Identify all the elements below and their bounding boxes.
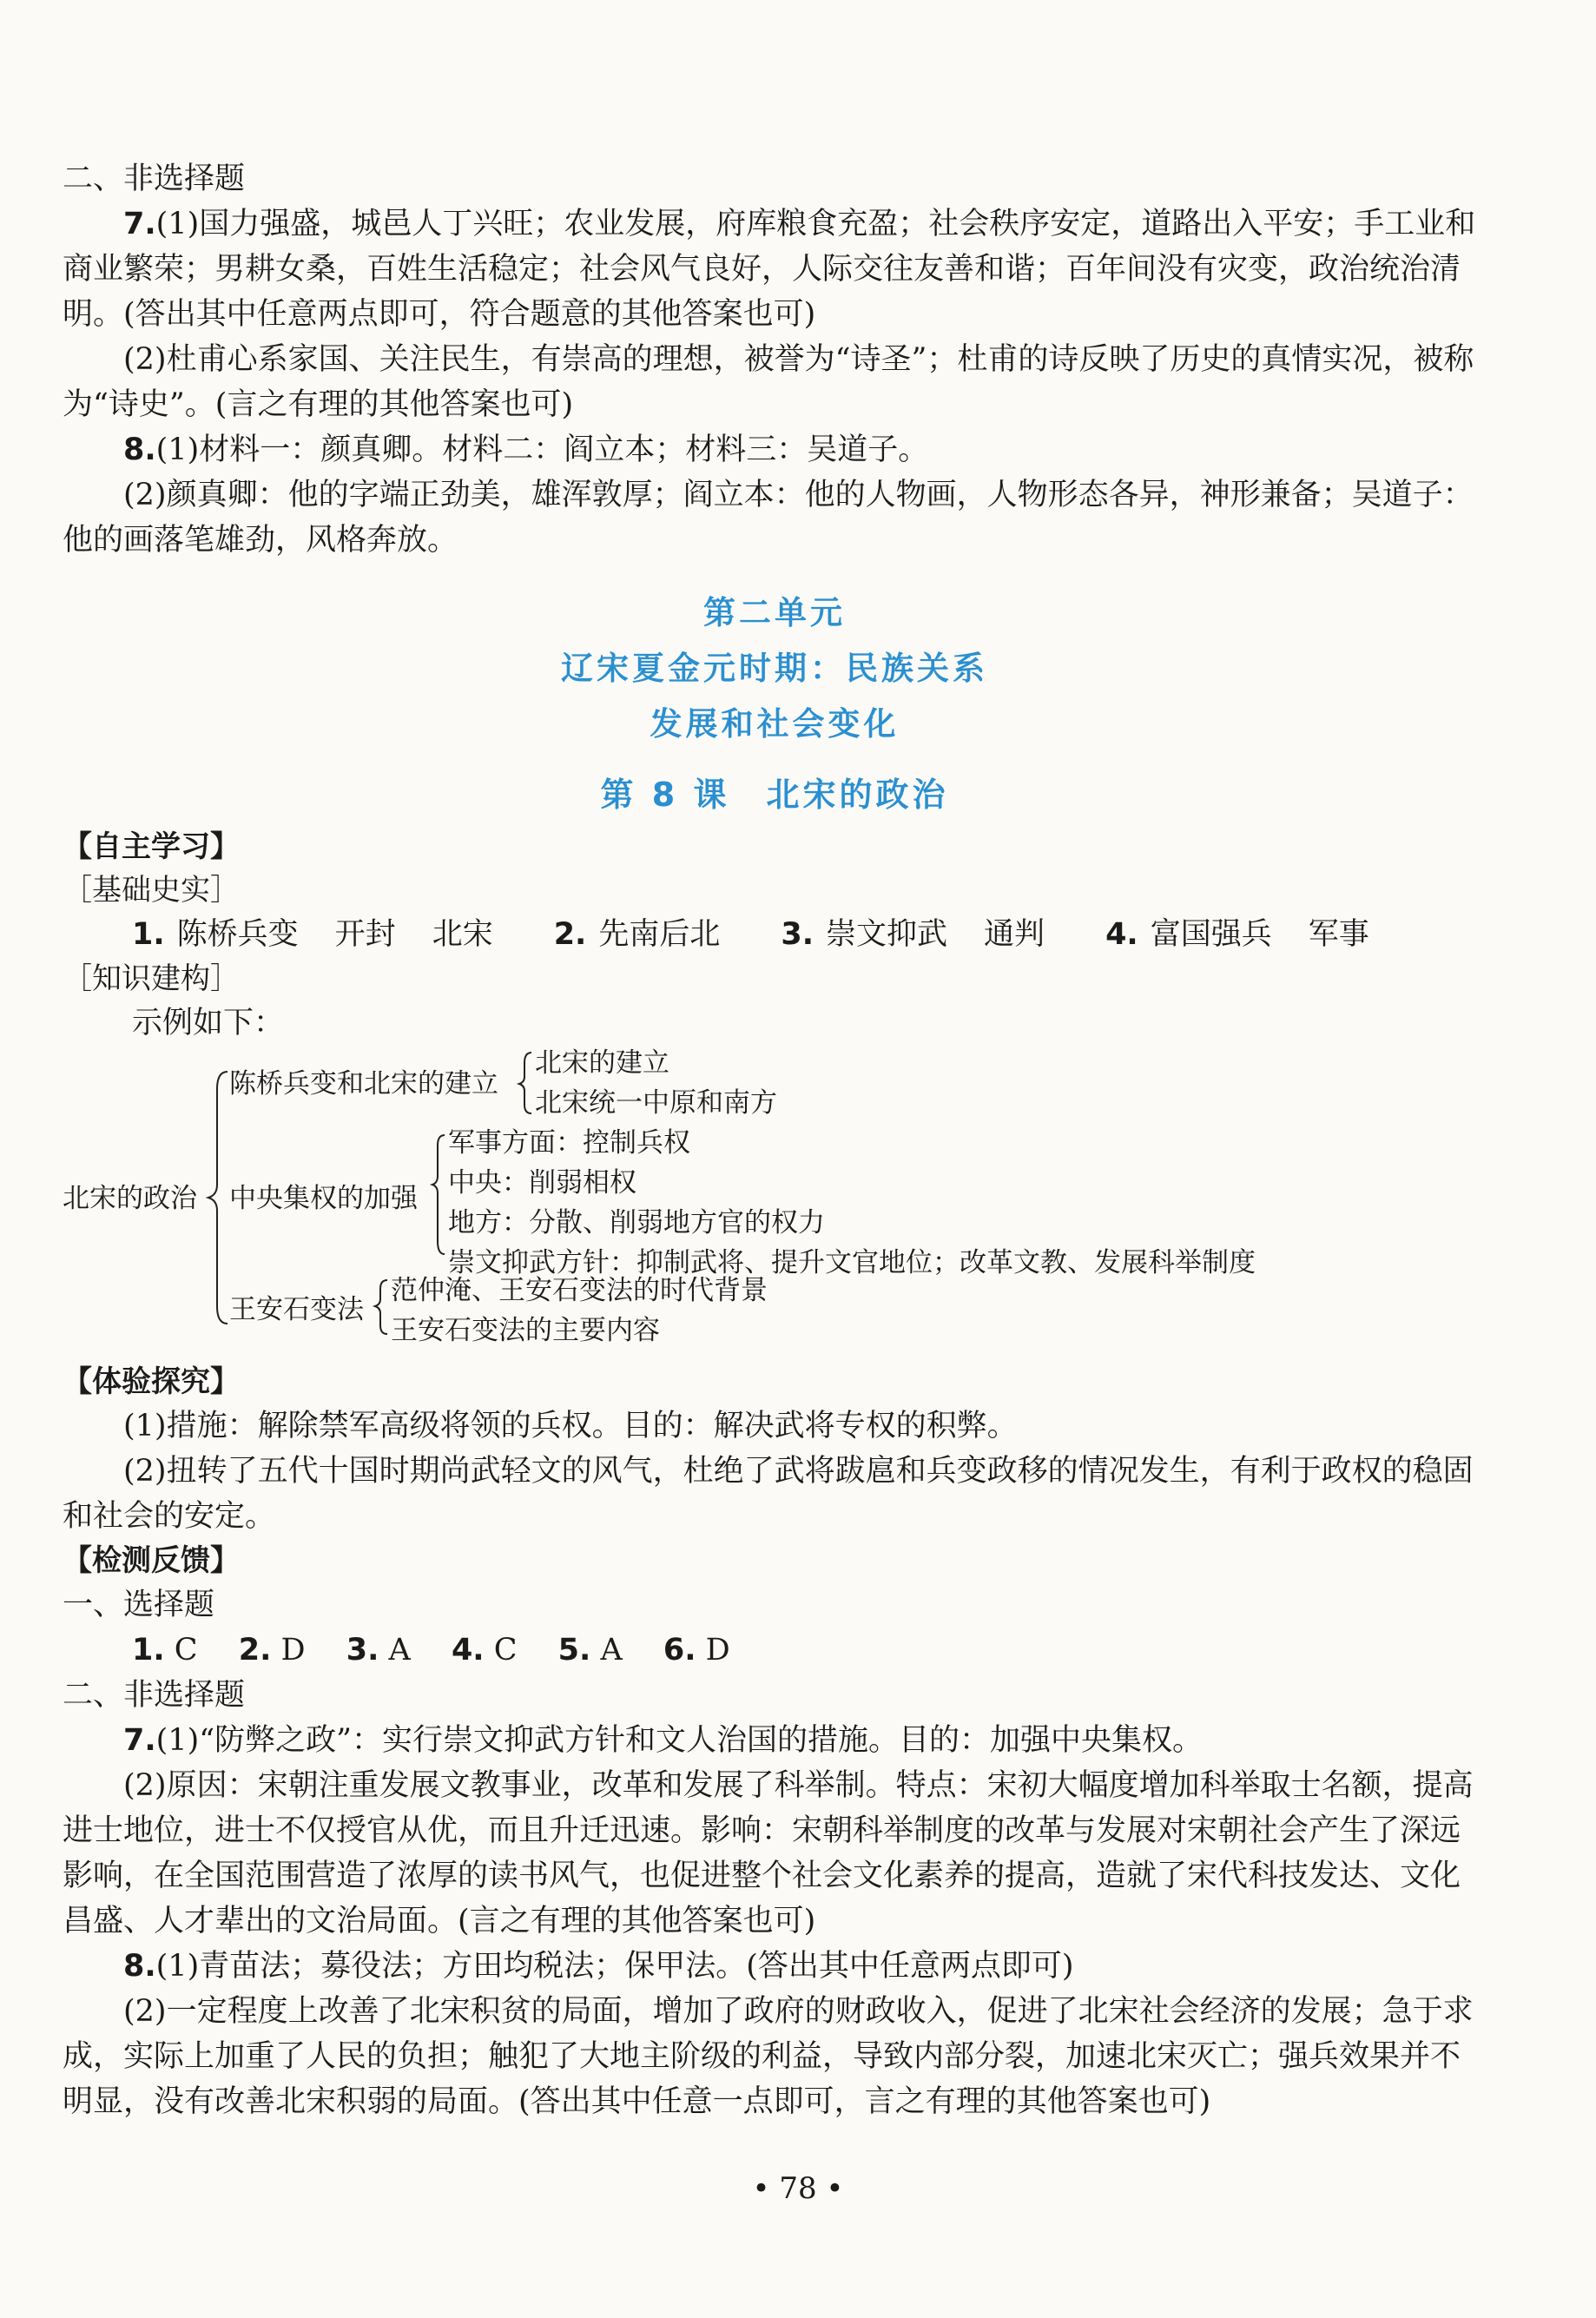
answer-number: 1. — [132, 917, 165, 952]
nonchoice-heading: 二、非选择题 — [63, 1678, 246, 1713]
choice-number: 3. — [346, 1633, 379, 1668]
question-number: 7. — [123, 1723, 156, 1758]
answer-item: 开封 — [334, 917, 396, 952]
section-explore: 【体验探究】 — [63, 1364, 240, 1399]
q7-part2: (2)杜甫心系家国、关注民生，有崇高的理想，被誉为“诗圣”；杜甫的诗反映了历史的真情实况，被称为“诗史”。(言之有理的其他答案也可) — [63, 342, 1474, 422]
unit-subtitle-line1: 辽宋夏金元时期：民族关系 — [561, 650, 988, 687]
tree-leaf: 北宋的建立 — [535, 1047, 669, 1079]
tree-branch-1: 陈桥兵变和北宋的建立 — [229, 1068, 498, 1100]
explore-answer-1: (1)措施：解除禁军高级将领的兵权。目的：解决武将专权的积弊。 — [123, 1409, 1018, 1443]
unit-subtitle-line2: 发展和社会变化 — [650, 705, 900, 743]
choice-answer: D — [705, 1633, 730, 1668]
answer-item: 北宋 — [432, 917, 493, 952]
choice-heading: 一、选择题 — [63, 1588, 215, 1622]
answer-number: 2. — [553, 917, 587, 952]
tree-leaf: 中央：削弱相权 — [448, 1167, 636, 1199]
choice-number: 6. — [663, 1633, 696, 1668]
knowledge-tree — [63, 1046, 1487, 1358]
answer-text: (1)材料一：颜真卿。材料二：阎立本；材料三：吴道子。 — [155, 433, 929, 467]
test-q7-part2: (2)原因：宋朝注重发展文教事业，改革和发展了科举制。特点：宋初大幅度增加科举取士名额，提高进士地位，进士不仅授官从优，而且升迁迅速。影响：宋朝科举制度的改革与发展对宋朝社会产生了深远影响，在全国范围营造了浓厚的读书风气，也促进整个社会文化素养的提高，造就了宋代科技发达、文化昌盛、人才辈出的文治局面。(言之有理的其他答案也可) — [63, 1768, 1474, 1938]
tree-leaf: 军事方面：控制兵权 — [448, 1127, 690, 1159]
tree-branch-2: 中央集权的加强 — [229, 1183, 418, 1214]
tree-leaf: 北宋统一中原和南方 — [535, 1087, 777, 1119]
section-heading-nonchoice: 二、非选择题 — [63, 162, 246, 196]
q7-part1 — [63, 201, 1487, 337]
tree-branch-3: 王安石变法 — [229, 1294, 364, 1325]
page-number: • 78 • — [752, 2171, 844, 2206]
choice-number: 2. — [238, 1633, 272, 1668]
section-self-study: 【自主学习】 — [63, 829, 240, 864]
brace-b2 — [432, 1135, 445, 1254]
answer-number: 3. — [781, 917, 814, 952]
choice-number: 4. — [451, 1633, 485, 1668]
choice-answer: A — [600, 1633, 623, 1668]
choice-number: 5. — [557, 1633, 591, 1668]
answer-text: (1)青苗法；募役法；方田均税法；保甲法。(答出其中任意两点即可) — [155, 1949, 1074, 1984]
brace-main — [208, 1072, 228, 1324]
tree-leaf: 范仲淹、王安石变法的时代背景 — [391, 1275, 768, 1306]
brace-b3 — [375, 1280, 387, 1334]
basic-facts-answers — [63, 912, 1487, 957]
answer-item: 通判 — [984, 917, 1045, 952]
choice-answers — [63, 1628, 1487, 1673]
question-number: 8. — [123, 1949, 156, 1984]
tree-root: 北宋的政治 — [63, 1183, 197, 1214]
subhead-basic-facts: ［基础史实］ — [63, 873, 240, 908]
subhead-knowledge: ［知识建构］ — [63, 961, 240, 996]
question-number: 8. — [123, 433, 156, 467]
answer-number: 4. — [1105, 917, 1138, 952]
tree-leaf: 崇文抑武方针：抑制武将、提升文官地位；改革文教、发展科举制度 — [448, 1247, 1256, 1278]
answer-text: (1)国力强盛，城邑人丁兴旺；农业发展，府库粮食充盈；社会秩序安定，道路出入平安；手工业和商业繁荣；男耕女桑，百姓生活稳定；社会风气良好，人际交往友善和谐；百年间没有灾变，政治统治清明。(答出其中任意两点即可，符合题意的其他答案也可) — [63, 207, 1476, 332]
answer-item: 陈桥兵变 — [176, 917, 299, 952]
test-q8-part2: (2)一定程度上改善了北宋积贫的局面，增加了政府的财政收入，促进了北宋社会经济的发展；急于求成，实际上加重了人民的负担；触犯了大地主阶级的利益，导致内部分裂，加速北宋灭亡；强兵效果并不明显，没有改善北宋积弱的局面。(答出其中任意一点即可，言之有理的其他答案也可) — [63, 1994, 1474, 2119]
choice-answer: A — [388, 1633, 411, 1668]
q8-part2: (2)颜真卿：他的字端正劲美，雄浑敦厚；阎立本：他的人物画，人物形态各异，神形兼备；吴道子：他的画落笔雄劲，风格奔放。 — [63, 478, 1474, 558]
choice-number: 1. — [132, 1633, 165, 1668]
choice-answer: C — [493, 1633, 518, 1668]
example-label: 示例如下： — [132, 1006, 285, 1040]
answer-item: 先南后北 — [598, 917, 721, 952]
test-q7-part1 — [63, 1718, 1487, 1763]
brace-b1 — [519, 1053, 531, 1113]
answer-item: 崇文抑武 — [826, 917, 948, 952]
lesson-title: 第 8 课 北宋的政治 — [600, 776, 949, 814]
page-content — [63, 156, 1487, 2124]
section-test-feedback: 【检测反馈】 — [63, 1543, 240, 1578]
question-number: 7. — [123, 207, 156, 241]
explore-answer-2: (2)扭转了五代十国时期尚武轻文的风气，杜绝了武将跋扈和兵变政移的情况发生，有利于政权的稳固和社会的安定。 — [63, 1454, 1474, 1534]
choice-answer: D — [280, 1633, 306, 1668]
q8-part1 — [63, 427, 1487, 472]
answer-text: (1)“防弊之政”：实行崇文抑武方针和文人治国的措施。目的：加强中央集权。 — [155, 1723, 1204, 1758]
test-q8-part1 — [63, 1944, 1487, 1989]
tree-leaf: 地方：分散、削弱地方官的权力 — [448, 1207, 825, 1238]
answer-item: 富国强兵 — [1150, 917, 1272, 952]
tree-leaf: 王安石变法的主要内容 — [391, 1315, 660, 1346]
choice-answer: C — [174, 1633, 198, 1668]
answer-item: 军事 — [1308, 917, 1369, 952]
unit-title: 第二单元 — [703, 594, 846, 631]
